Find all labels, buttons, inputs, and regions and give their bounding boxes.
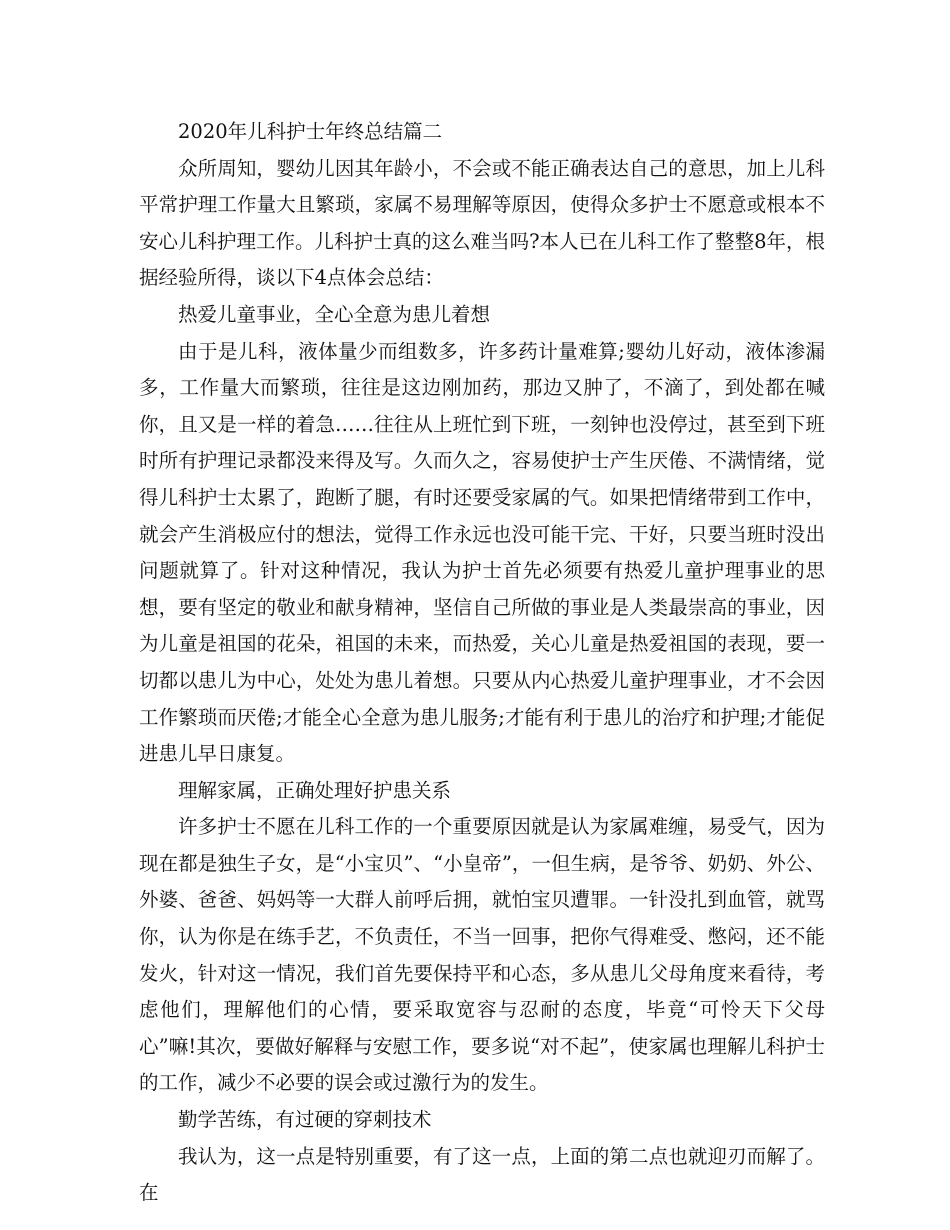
section-heading-puncture-skill: 勤学苦练，有过硬的穿刺技术 [178,1108,432,1132]
section-body-love-children: 由于是儿科，液体量少而组数多，许多药计量难算;婴幼儿好动，液体渗漏多，工作量大而繁琐，往往是这边刚加药，那边又肿了，不滴了，到处都在喊你，且又是一样的着急……往往从上班忙到下班，一刻钟也没停过，甚至到下班时所有护理记录都没来得及写。久而久之，容易使护士产生厌倦、不满情绪，觉得儿科护士太累了，跑断了腿，有时还要受家属的气。如果把情绪带到工作中，就会产生消极应付的想法，觉得工作永远也没可能干完、干好，只要当班时没出问题就算了。针对这种情况，我认为护士首先必须要有热爱儿童护理事业的思想，要有坚定的敬业和献身精神，坚信自己所做的事业是人类最崇高的事业，因为儿童是祖国的花朵，祖国的未来，而热爱，关心儿童是热爱祖国的表现，要一切都以患儿为中心，处处为患儿着想。只要从内心热爱儿童护理事业，才不会因工作繁琐而厌倦;才能全心全意为患儿服务;才能有利于患儿的治疗和护理;才能促进患儿早日康复。 [139,339,825,766]
section-heading-love-children: 热爱儿童事业，全心全意为患儿着想 [178,302,491,326]
document-title: 2020年儿科护士年终总结篇二 [178,120,443,143]
section-heading-understand-family: 理解家属，正确处理好护患关系 [178,778,452,802]
section-body-puncture-skill: 我认为，这一点是特别重要，有了这一点，上面的第二点也就迎刃而解了。在 [139,1144,825,1205]
document-body [139,114,825,1212]
intro-paragraph: 众所周知，婴幼儿因其年龄小，不会或不能正确表达自己的意思，加上儿科平常护理工作量大且繁琐，家属不易理解等原因，使得众多护士不愿意或根本不安心儿科护理工作。儿科护士真的这么难当吗?本人已在儿科工作了整整8年，根据经验所得，谈以下4点体会总结： [139,156,825,290]
section-body-understand-family: 许多护士不愿在儿科工作的一个重要原因就是认为家属难缠，易受气，因为现在都是独生子女，是“小宝贝”、“小皇帝”，一但生病，是爷爷、奶奶、外公、外婆、爸爸、妈妈等一大群人前呼后拥，就怕宝贝遭罪。一针没扎到血管，就骂你，认为你是在练手艺，不负责任，不当一回事，把你气得难受、憋闷，还不能发火，针对这一情况，我们首先要保持平和心态，多从患儿父母角度来看待，考虑他们，理解他们的心情，要采取宽容与忍耐的态度，毕竟“可怜天下父母心”嘛!其次，要做好解释与安慰工作，要多说“对不起”，使家属也理解儿科护士的工作，减少不必要的误会或过激行为的发生。 [139,815,825,1095]
